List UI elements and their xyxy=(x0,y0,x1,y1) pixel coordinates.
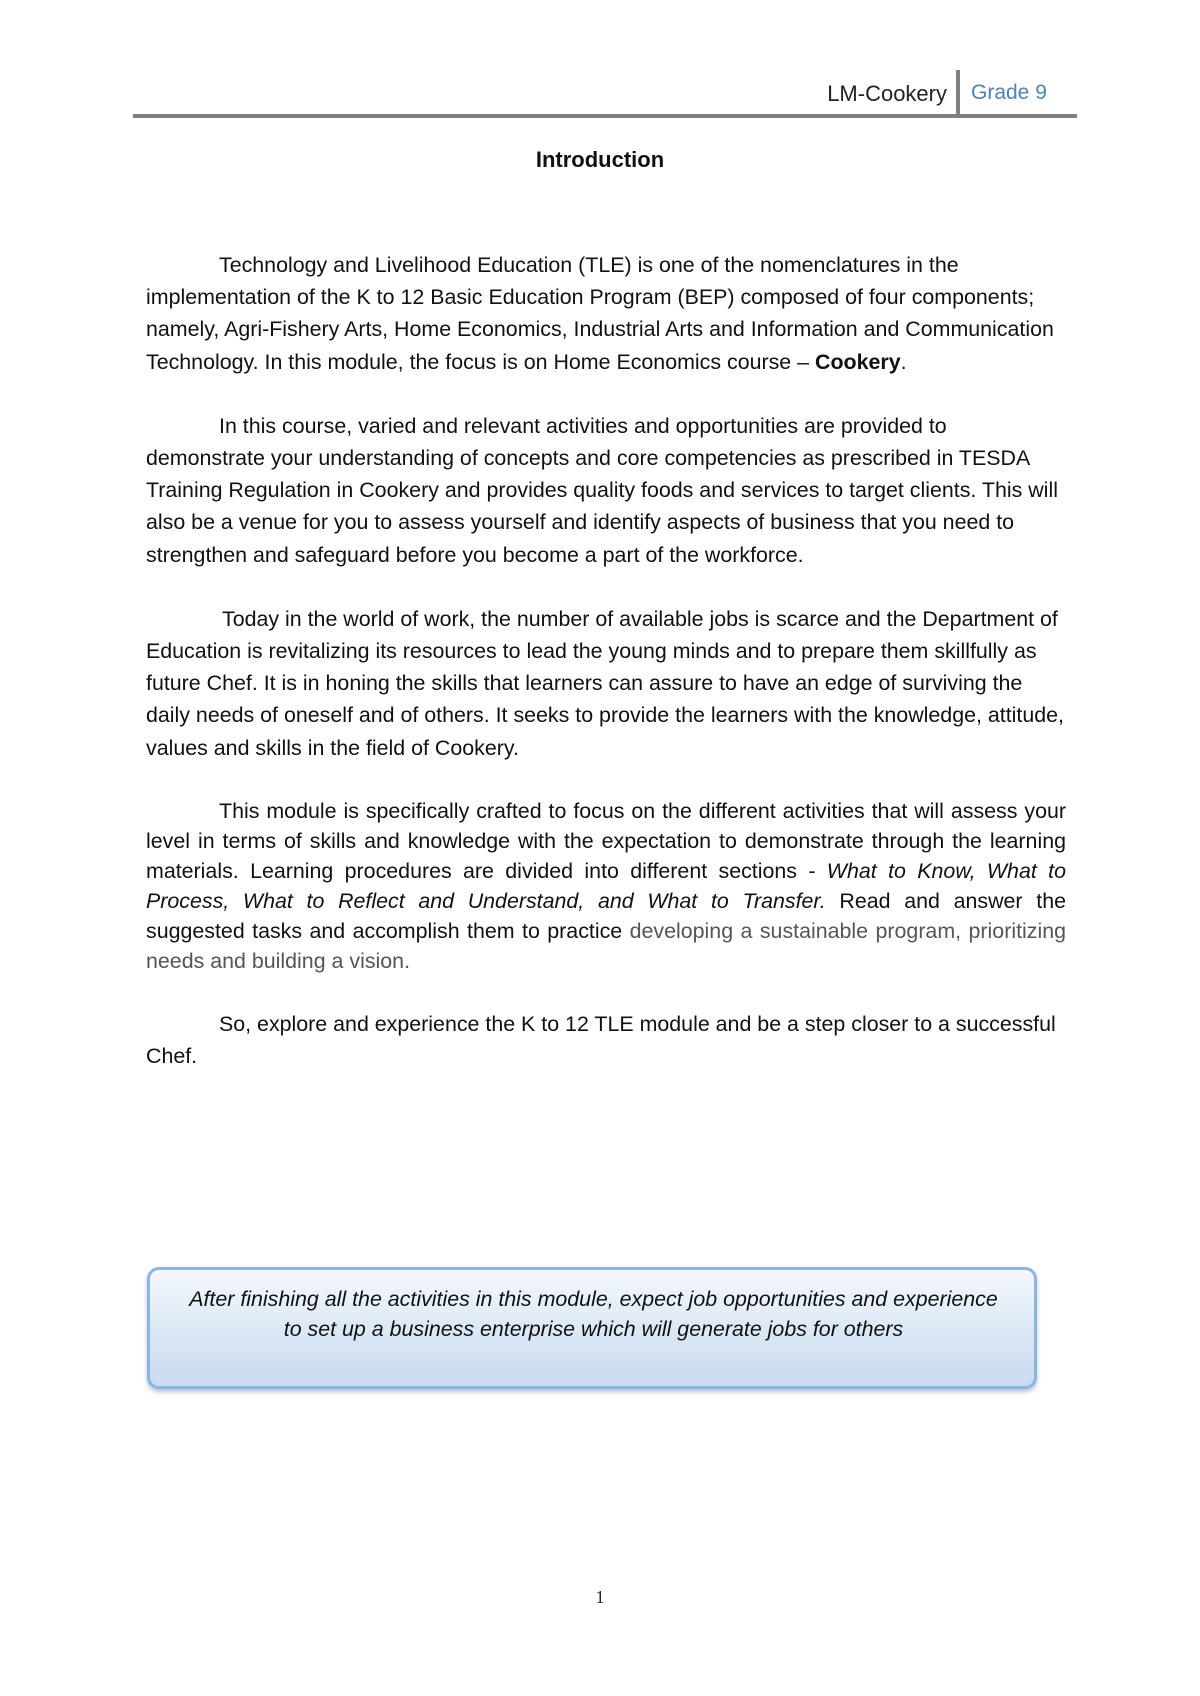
header-rule xyxy=(133,114,1077,118)
paragraph-module xyxy=(146,796,1066,976)
header-subject: LM-Cookery xyxy=(827,81,947,106)
paragraph-module-sections: What to Know, What to Process, What to Reflect and Understand, and What to Transfer. xyxy=(146,858,1066,913)
paragraph-module-start: This module is specifically crafted to focus on the different activities that will assess your level in terms of skills and knowledge with the expectation to demonstrate through the learning materials. Learning procedures are divided into different sections - xyxy=(146,798,1066,883)
paragraph-module-middle: Read and answer the suggested tasks and accomplish them to practice xyxy=(146,888,1066,943)
callout-text: After finishing all the activities in this module, expect job opportunities and experience to set up a business enterprise which will generate jobs for others xyxy=(189,1287,998,1341)
page-number: 1 xyxy=(595,1587,605,1607)
paragraph-explore: So, explore and experience the K to 12 TLE module and be a step closer to a successful Chef. xyxy=(146,1011,1056,1069)
paragraph-tle-end: . xyxy=(900,349,907,374)
page-title: Introduction xyxy=(535,147,665,172)
document-body xyxy=(146,249,1066,1104)
paragraph-world-of-work: Today in the world of work, the number of available jobs is scarce and the Department of Education is revitalizing its resources to lead the young minds and to prepare them skillfully as future Chef. It is in honing the skills that learners can assure to have an edge of surviving the daily needs of oneself and of others. It seeks to provide the learners with the knowledge, attitude, values and skills in the field of Cookery. xyxy=(146,606,1064,760)
paragraph-module-gray: developing a sustainable program, prioritizing needs and building a vision. xyxy=(146,918,1067,973)
header-grade: Grade 9 xyxy=(971,81,1047,104)
paragraph-course: In this course, varied and relevant activities and opportunities are provided to demonstrate your understanding of concepts and core competencies as prescribed in TESDA Training Regulation in Cookery and provides quality foods and services to target clients. This will also be a venue for you to assess yourself and identify aspects of business that you need to strengthen and safeguard before you become a part of the workforce. xyxy=(146,413,1058,567)
paragraph-tle-bold: Cookery xyxy=(815,349,901,374)
header-divider xyxy=(956,70,960,118)
page-header xyxy=(133,70,1077,118)
paragraph-tle-text: Technology and Livelihood Education (TLE) is one of the nomenclatures in the implementation of the K to 12 Basic Education Program (BEP) composed of four components; namely, Agri-Fishery Arts, Home Economics, Industrial Arts and Information and Communication Technology. In this module, the focus is on Home Economics course – xyxy=(146,253,1054,374)
paragraph-tle xyxy=(146,249,1066,378)
callout-box xyxy=(147,1267,1037,1389)
